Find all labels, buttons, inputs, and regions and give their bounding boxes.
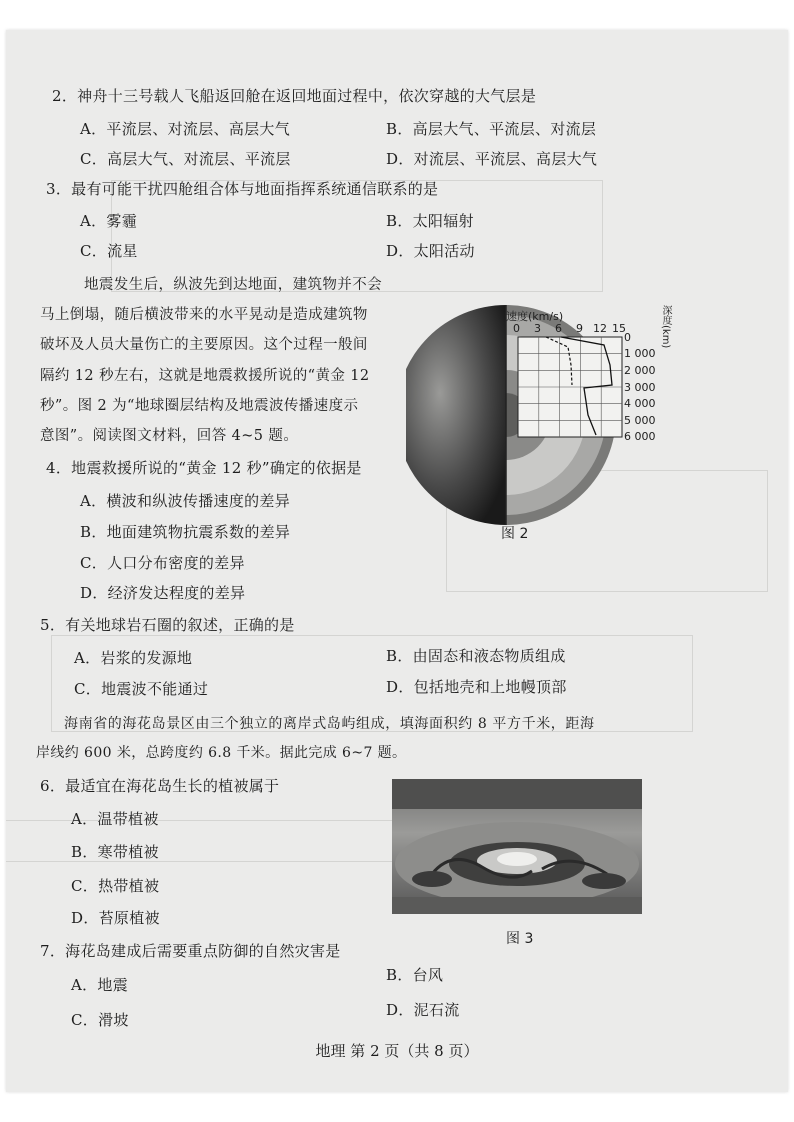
depth-tick: 1 000	[624, 347, 656, 360]
island-aerial-photo	[392, 779, 642, 914]
speed-tick: 3	[534, 322, 541, 335]
question-3-option-d: D．太阳活动	[386, 242, 475, 260]
depth-tick: 2 000	[624, 364, 656, 377]
question-2-stem: 2．神舟十三号载人飞船返回舱在返回地面过程中，依次穿越的大气层是	[52, 87, 537, 105]
depth-axis-title: 深度(km)	[660, 305, 671, 349]
question-6-option-d: D．苔原植被	[71, 909, 160, 927]
question-4-stem: 4．地震救援所说的“黄金 12 秒”确定的依据是	[46, 459, 362, 477]
question-7-option-c: C．滑坡	[71, 1011, 129, 1029]
question-4-option-d: D．经济发达程度的差异	[80, 584, 246, 602]
passage-line: 马上倒塌，随后横波带来的水平晃动是造成建筑物	[40, 307, 368, 323]
figure-3-caption: 图 3	[506, 931, 534, 947]
depth-tick: 6 000	[624, 430, 656, 443]
speed-axis-title: 速度(km/s)	[506, 310, 564, 323]
question-6-option-c: C．热带植被	[71, 877, 160, 895]
page-footer: 地理 第 2 页（共 8 页）	[315, 1042, 479, 1060]
bleed-through-table	[6, 820, 406, 862]
passage-line: 岸线约 600 米，总跨度约 6.8 千米。据此完成 6~7 题。	[36, 745, 407, 761]
question-2-option-a: A．平流层、对流层、高层大气	[80, 120, 291, 138]
island-small	[582, 873, 626, 889]
question-3-option-c: C．流星	[80, 242, 138, 260]
depth-tick: 3 000	[624, 381, 656, 394]
question-6-option-a: A．温带植被	[71, 810, 159, 828]
passage-line: 意图”。阅读图文材料，回答 4~5 题。	[40, 428, 299, 444]
question-5-stem: 5．有关地球岩石圈的叙述，正确的是	[40, 616, 295, 634]
question-6-option-b: B．寒带植被	[71, 843, 159, 861]
question-5-option-a: A．岩浆的发源地	[74, 649, 193, 667]
question-4-option-b: B．地面建筑物抗震系数的差异	[80, 523, 291, 541]
question-3-option-b: B．太阳辐射	[386, 212, 474, 230]
question-3-stem: 3．最有可能干扰四舱组合体与地面指挥系统通信联系的是	[46, 180, 439, 198]
passage-line: 海南省的海花岛景区由三个独立的离岸式岛屿组成，填海面积约 8 平方千米，距海	[64, 716, 595, 732]
globe-surface	[406, 305, 506, 525]
question-5-option-d: D．包括地壳和上地幔顶部	[386, 678, 567, 696]
question-6-stem: 6．最适宜在海花岛生长的植被属于	[40, 777, 280, 795]
depth-tick: 0	[624, 331, 631, 344]
question-7-option-b: B．台风	[386, 966, 444, 984]
speed-tick: 12	[593, 322, 607, 335]
depth-tick: 5 000	[624, 414, 656, 427]
speed-tick: 15	[612, 322, 626, 335]
passage-line: 秒”。图 2 为“地球圈层结构及地震波传播速度示	[40, 398, 359, 414]
exam-page	[6, 30, 788, 1092]
question-2-option-c: C．高层大气、对流层、平流层	[80, 150, 291, 168]
question-7-stem: 7．海花岛建成后需要重点防御的自然灾害是	[40, 942, 341, 960]
question-5-option-c: C．地震波不能通过	[74, 680, 209, 698]
speed-tick: 6	[555, 322, 562, 335]
speed-tick: 0	[513, 322, 520, 335]
question-7-option-d: D．泥石流	[386, 1001, 460, 1019]
question-5-option-b: B．由固态和液态物质组成	[386, 647, 566, 665]
question-4-option-c: C．人口分布密度的差异	[80, 554, 245, 572]
passage-line: 地震发生后，纵波先到达地面，建筑物并不会	[84, 277, 382, 293]
question-2-option-d: D．对流层、平流层、高层大气	[386, 150, 598, 168]
island-small	[412, 871, 452, 887]
figure-2-caption: 图 2	[501, 526, 529, 542]
passage-line: 破坏及人员大量伤亡的主要原因。这个过程一般间	[40, 337, 368, 353]
question-2-option-b: B．高层大气、平流层、对流层	[386, 120, 597, 138]
speed-tick: 9	[576, 322, 583, 335]
question-3-option-a: A．雾霾	[80, 212, 138, 230]
depth-tick: 4 000	[624, 397, 656, 410]
question-4-option-a: A．横波和纵波传播速度的差异	[80, 492, 291, 510]
question-7-option-a: A．地震	[71, 976, 129, 994]
passage-line: 隔约 12 秒左右，这就是地震救援所说的“黄金 12	[40, 368, 370, 384]
